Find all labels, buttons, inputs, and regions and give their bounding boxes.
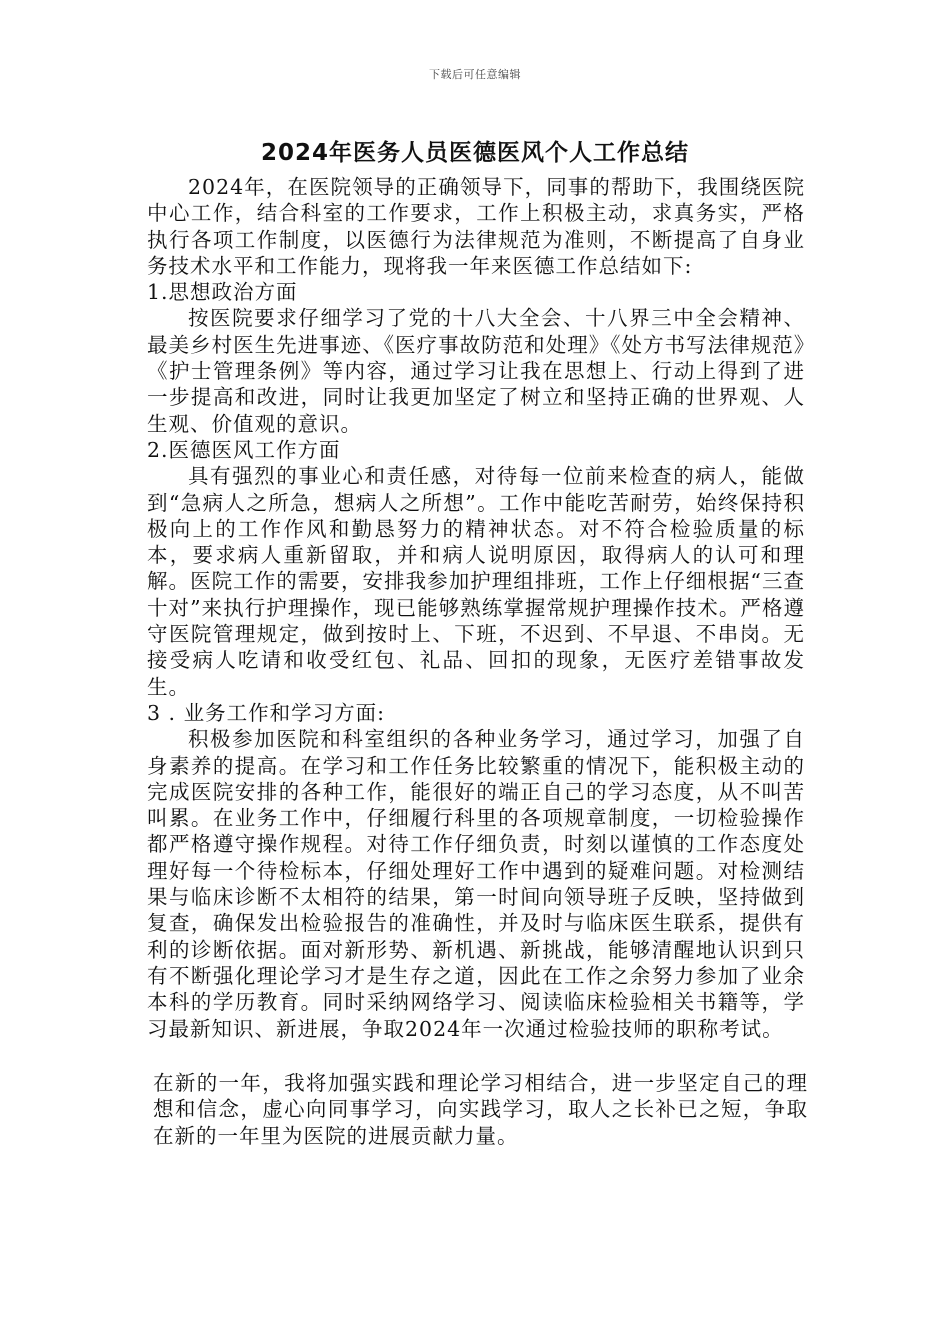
intro-paragraph: 2024年，在医院领导的正确领导下，同事的帮助下，我围绕医院中心工作，结合科室的工作要求，工作上积极主动，求真务实，严格执行各项工作制度，以医德行为法律规范为准则，不断提高了自身业务技术水平和工作能力，现将我一年来医德工作总结如下: — [147, 175, 805, 278]
section-heading-ethics: 2.医德医风工作方面 — [147, 437, 341, 462]
closing-paragraph: 在新的一年，我将加强实践和理论学习相结合，进一步坚定自己的理想和信念，虚心向同事学习，向实践学习，取人之长补已之短，争取在新的一年里为医院的进展贡献力量。 — [153, 1071, 808, 1148]
header-note: 下载后可任意编辑 — [429, 68, 521, 81]
closing-block — [153, 1070, 808, 1149]
section-body-politics: 按医院要求仔细学习了党的十八大全会、十八界三中全会精神、最美乡村医生先进事迹、《医疗事故防范和处理》《处方书写法律规范》《护士管理条例》等内容，通过学习让我在思想上、行动上得到了进一步提高和改进，同时让我更加坚定了树立和坚持正确的世界观、人生观、价值观的意识。 — [147, 306, 805, 436]
section-heading-work-study: 3 . 业务工作和学习方面: — [147, 700, 385, 725]
section-body-work-study: 积极参加医院和科室组织的各种业务学习，通过学习，加强了自身素养的提高。在学习和工作任务比较繁重的情况下，能积极主动的完成医院安排的各种工作，能很好的端正自己的学习态度，从不叫苦叫累。在业务工作中，仔细履行科里的各项规章制度，一切检验操作都严格遵守操作规程。对待工作仔细负责，时刻以谨慎的工作态度处理好每一个待检标本，仔细处理好工作中遇到的疑难问题。对检测结果与临床诊断不太相符的结果，第一时间向领导班子反映，坚持做到复查，确保发出检验报告的准确性，并及时与临床医生联系，提供有利的诊断依据。面对新形势、新机遇、新挑战，能够清醒地认识到只有不断强化理论学习才是生存之道，因此在工作之余努力参加了业余本科的学历教育。同时采纳网络学习、阅读临床检验相关书籍等，学习最新知识、新进展，争取2024年一次通过检验技师的职称考试。 — [147, 727, 805, 1041]
document-body — [147, 174, 805, 1042]
document-title: 2024年医务人员医德医风个人工作总结 — [260, 140, 689, 166]
section-body-ethics: 具有强烈的事业心和责任感，对待每一位前来检查的病人，能做到“急病人之所急，想病人之所想”。工作中能吃苦耐劳，始终保持积极向上的工作作风和勤恳努力的精神状态。对不符合检验质量的标本，要求病人重新留取，并和病人说明原因，取得病人的认可和理解。医院工作的需要，安排我参加护理组排班，工作上仔细根据“三查十对”来执行护理操作，现已能够熟练掌握常规护理操作技术。严格遵守医院管理规定，做到按时上、下班，不迟到、不早退、不串岗。无接受病人吃请和收受红包、礼品、回扣的现象，无医疗差错事故发生。 — [147, 464, 805, 699]
section-heading-politics: 1.思想政治方面 — [147, 280, 298, 305]
